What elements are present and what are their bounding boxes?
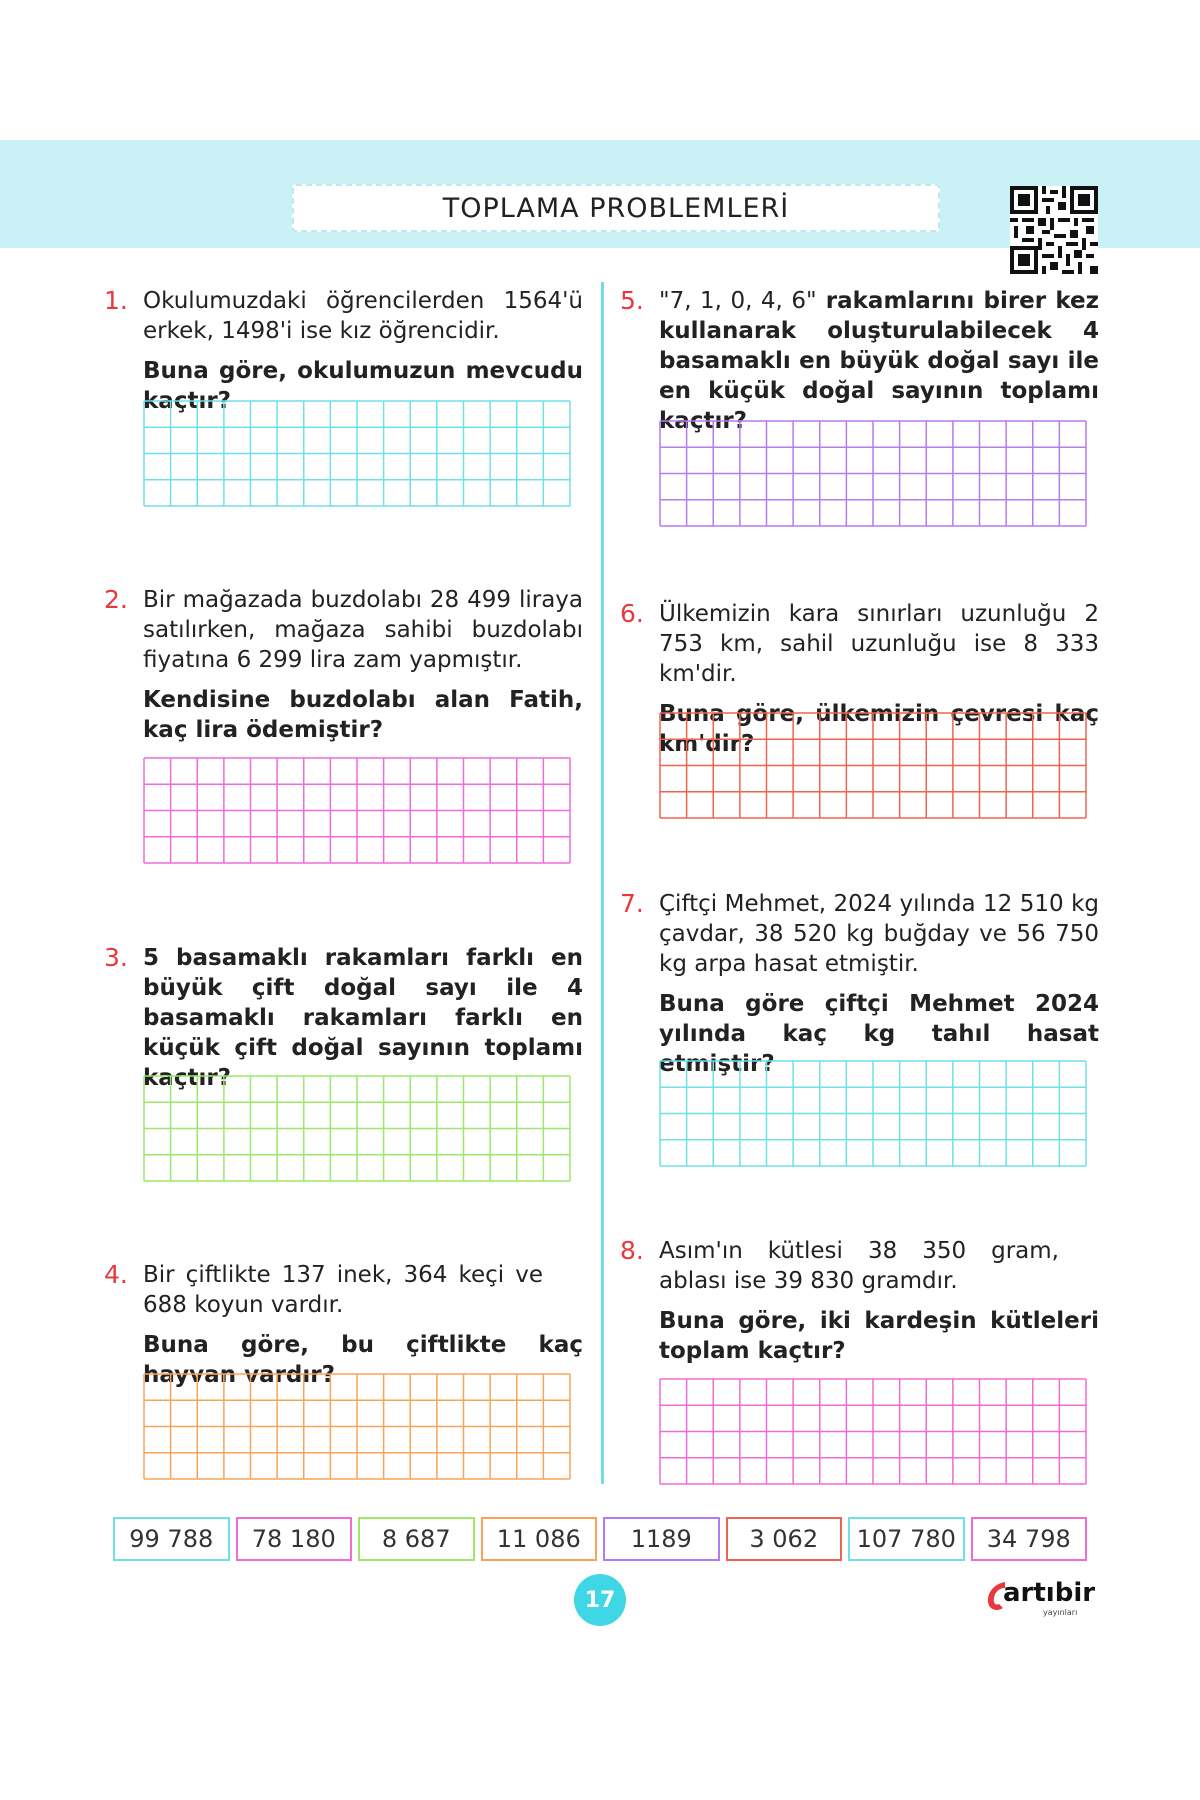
- problem-2: [104, 585, 583, 745]
- problem-text: Çiftçi Mehmet, 2024 yılında 12 510 kg çavdar, 38 520 kg buğday ve 56 750 kg arpa hasat etmiştir.: [659, 891, 1099, 977]
- answer-box[interactable]: [113, 1517, 230, 1561]
- page-title: TOPLAMA PROBLEMLERİ: [292, 184, 940, 232]
- answer-box[interactable]: [971, 1517, 1088, 1561]
- problem-question: Buna göre, bu çiftlikte kaç hayvan vardır?: [143, 1332, 583, 1388]
- problem-number: 1.: [104, 286, 128, 315]
- problem-question: rakamlarını birer kez kullanarak oluşturulabilecek 4 basamaklı en büyük doğal sayı ile en küçük doğal sayının toplamı kaçtır?: [659, 288, 1099, 434]
- answer-value: 78 180: [251, 1525, 336, 1553]
- problem-number: 5.: [620, 286, 644, 315]
- problem-number: 4.: [104, 1260, 128, 1289]
- problem-question: Buna göre, ülkemizin çevresi kaç km'dir?: [659, 701, 1099, 757]
- answer-value: 1189: [630, 1525, 692, 1553]
- grid-lines: [659, 1378, 1087, 1485]
- problem-question: Buna göre, iki kardeşin kütleleri toplam kaçtır?: [659, 1308, 1099, 1364]
- grid-lines: [143, 1373, 571, 1480]
- answer-grid[interactable]: [659, 420, 1087, 527]
- problem-text: Bir çiftlikte 137 inek, 364 keçi ve 688 koyun vardır.: [143, 1262, 543, 1318]
- problem-question: Kendisine buzdolabı alan Fatih, kaç lira ödemiştir?: [143, 687, 583, 743]
- problem-number: 2.: [104, 585, 128, 614]
- answer-box[interactable]: [848, 1517, 965, 1561]
- page-number: 17: [574, 1574, 626, 1626]
- answer-grid[interactable]: [143, 1075, 571, 1182]
- problem-text: Ülkemizin kara sınırları uzunluğu 2 753 km, sahil uzunluğu ise 8 333 km'dir.: [659, 601, 1099, 687]
- answer-grid[interactable]: [659, 712, 1087, 819]
- problem-question: Buna göre, okulumuzun mevcudu kaçtır?: [143, 358, 583, 414]
- logo-subtitle: yayınları: [1043, 1608, 1078, 1617]
- answer-value: 3 062: [749, 1525, 819, 1553]
- problem-question: Buna göre çiftçi Mehmet 2024 yılında kaç kg tahıl hasat etmiştir?: [659, 991, 1099, 1077]
- problem-5: [620, 286, 1099, 436]
- grid-lines: [143, 400, 571, 507]
- answer-box[interactable]: [236, 1517, 353, 1561]
- problem-number: 7.: [620, 889, 644, 918]
- answer-grid[interactable]: [143, 757, 571, 864]
- publisher-logo: [985, 1578, 1095, 1618]
- problem-8: [620, 1236, 1099, 1366]
- answer-value: 11 086: [496, 1525, 581, 1553]
- problem-text: Okulumuzdaki öğrencilerden 1564'ü erkek, 1498'i ise kız öğrencidir.: [143, 288, 583, 344]
- problem-text: Asım'ın kütlesi 38 350 gram, ablası ise 39 830 gramdır.: [659, 1238, 1059, 1294]
- logo-name: artıbir: [1003, 1578, 1096, 1608]
- answer-value: 99 788: [129, 1525, 214, 1553]
- problem-text: "7, 1, 0, 4, 6": [659, 288, 817, 314]
- answer-value: 8 687: [381, 1525, 451, 1553]
- problem-number: 3.: [104, 943, 128, 972]
- answer-choices: [113, 1517, 1087, 1559]
- grid-lines: [143, 1075, 571, 1182]
- answer-box[interactable]: [358, 1517, 475, 1561]
- answer-grid[interactable]: [659, 1060, 1087, 1167]
- grid-lines: [659, 1060, 1087, 1167]
- answer-box[interactable]: [603, 1517, 720, 1561]
- problem-text: Bir mağazada buzdolabı 28 499 liraya satılırken, mağaza sahibi buzdolabı fiyatına 6 299 lira zam yapmıştır.: [143, 587, 583, 673]
- answer-grid[interactable]: [143, 1373, 571, 1480]
- problem-question: 5 basamaklı rakamları farklı en büyük çift doğal sayı ile 4 basamaklı rakamları farklı en küçük çift doğal sayının toplamı kaçtır?: [143, 945, 583, 1091]
- answer-box[interactable]: [481, 1517, 598, 1561]
- problem-3: [104, 943, 583, 1093]
- problem-number: 6.: [620, 599, 644, 628]
- column-divider: [601, 282, 604, 1484]
- problem-4: [104, 1260, 583, 1390]
- answer-grid[interactable]: [143, 400, 571, 507]
- qr-code-icon[interactable]: [1010, 186, 1098, 274]
- problem-7: [620, 889, 1099, 1079]
- grid-lines: [659, 712, 1087, 819]
- answer-box[interactable]: [726, 1517, 843, 1561]
- answer-grid[interactable]: [659, 1378, 1087, 1485]
- answer-value: 107 780: [856, 1525, 956, 1553]
- grid-lines: [143, 757, 571, 864]
- answer-value: 34 798: [986, 1525, 1071, 1553]
- problem-number: 8.: [620, 1236, 644, 1265]
- problem-1: [104, 286, 583, 416]
- grid-lines: [659, 420, 1087, 527]
